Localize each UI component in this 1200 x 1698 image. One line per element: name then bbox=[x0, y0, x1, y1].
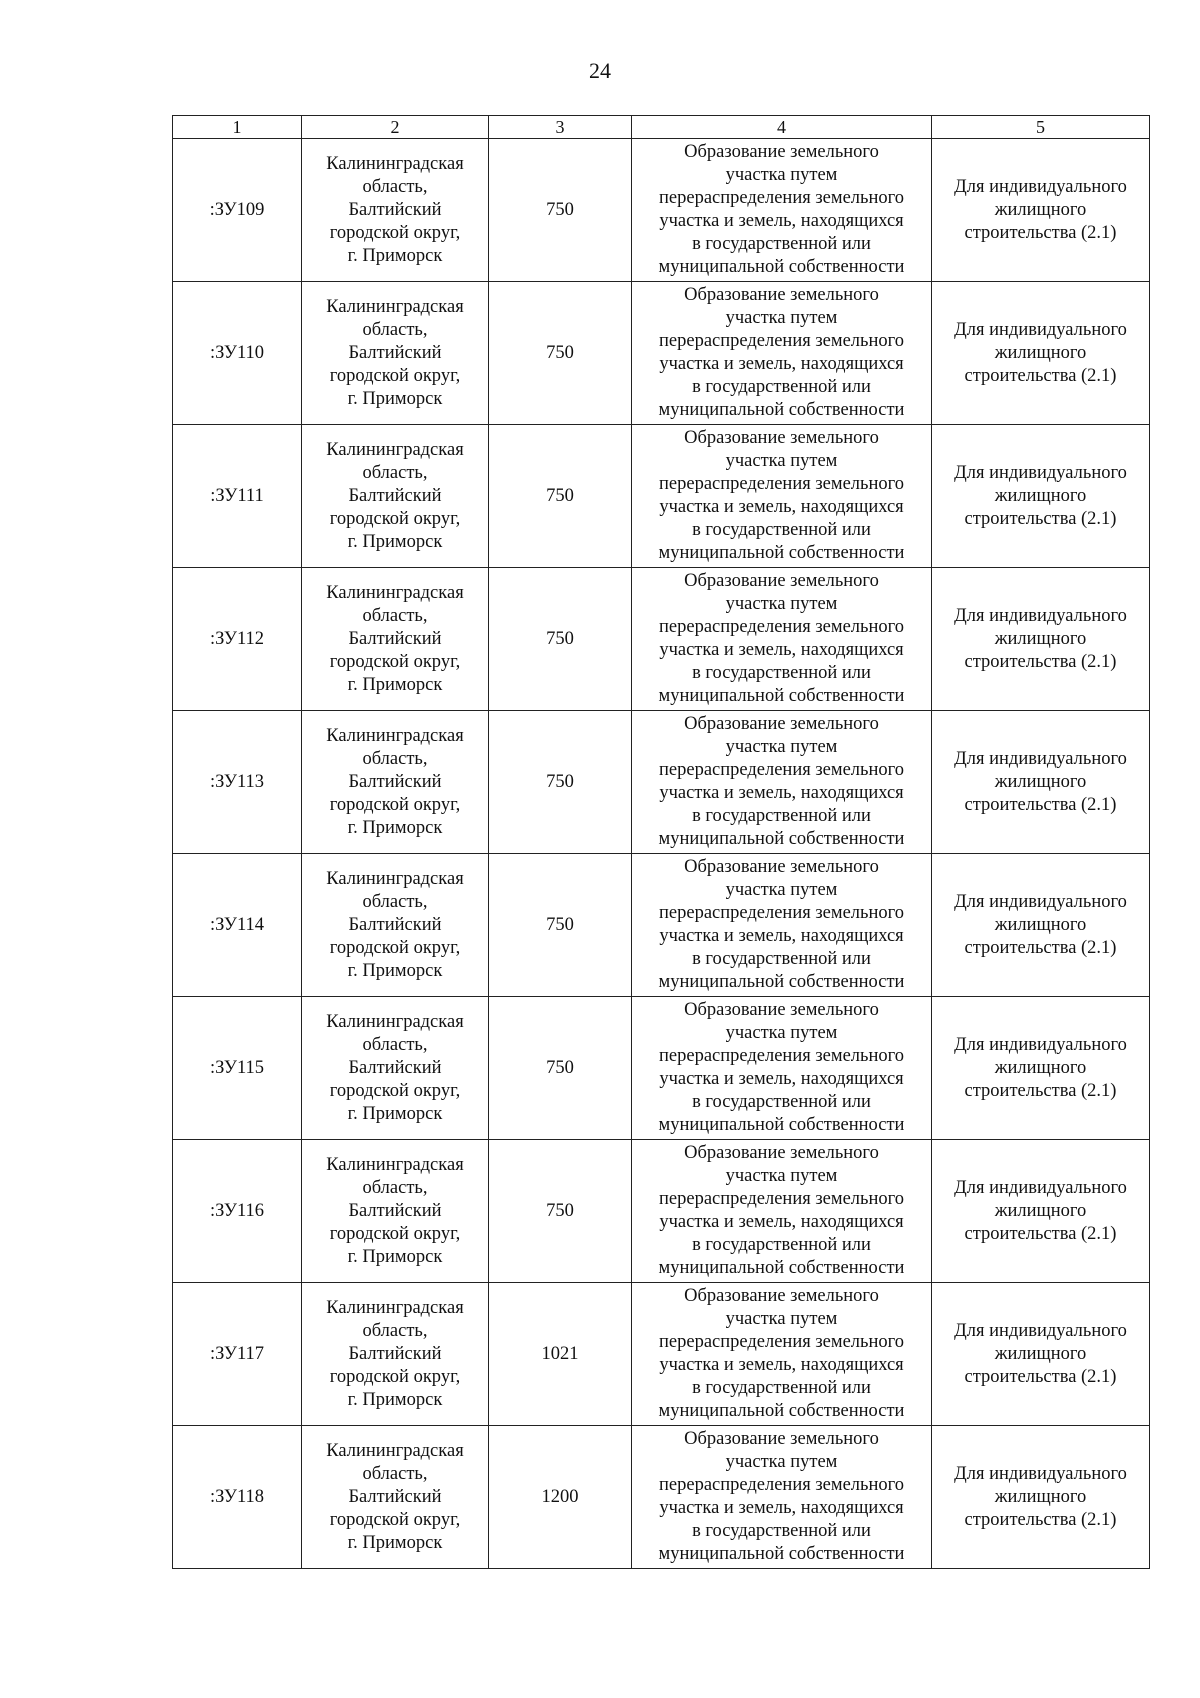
method-cell bbox=[632, 568, 932, 711]
plot-id-cell bbox=[173, 711, 302, 854]
plot-id: :ЗУ111 bbox=[210, 485, 264, 506]
plot-permitted-use: Для индивидуального жилищного строительства (2.1) bbox=[954, 1320, 1127, 1387]
plot-id: :ЗУ113 bbox=[209, 771, 265, 792]
plot-id: :ЗУ117 bbox=[209, 1343, 265, 1364]
plot-area: 1200 bbox=[541, 1486, 579, 1507]
location-cell bbox=[302, 711, 489, 854]
location-cell bbox=[302, 854, 489, 997]
plot-id: :ЗУ116 bbox=[209, 1200, 265, 1221]
plot-formation-method: Образование земельного участка путем перераспределения земельного участка и земель, находящихся в государственной или муниципальной собственности bbox=[658, 1286, 905, 1421]
header-row bbox=[173, 116, 1150, 139]
method-cell bbox=[632, 282, 932, 425]
area-cell bbox=[489, 139, 632, 282]
plot-location: Калининградская область, Балтийский городской округ, г. Приморск bbox=[326, 725, 464, 838]
plot-location: Калининградская область, Балтийский городской округ, г. Приморск bbox=[326, 1297, 464, 1410]
plot-id: :ЗУ110 bbox=[209, 342, 265, 363]
area-cell bbox=[489, 568, 632, 711]
plot-area: 750 bbox=[546, 342, 574, 363]
plot-permitted-use: Для индивидуального жилищного строительства (2.1) bbox=[954, 748, 1127, 815]
area-cell bbox=[489, 425, 632, 568]
table-row bbox=[173, 139, 1150, 282]
plot-area: 750 bbox=[546, 1057, 574, 1078]
method-cell bbox=[632, 711, 932, 854]
plot-formation-method: Образование земельного участка путем перераспределения земельного участка и земель, находящихся в государственной или муниципальной собственности bbox=[658, 857, 905, 992]
plot-id-cell bbox=[173, 997, 302, 1140]
area-cell bbox=[489, 1426, 632, 1569]
area-cell bbox=[489, 711, 632, 854]
location-cell bbox=[302, 1426, 489, 1569]
use-cell bbox=[932, 1426, 1150, 1569]
location-cell bbox=[302, 1140, 489, 1283]
use-cell bbox=[932, 568, 1150, 711]
plot-permitted-use: Для индивидуального жилищного строительства (2.1) bbox=[954, 319, 1127, 386]
location-cell bbox=[302, 139, 489, 282]
location-cell bbox=[302, 425, 489, 568]
plot-area: 1021 bbox=[541, 1343, 579, 1364]
plot-location: Калининградская область, Балтийский городской округ, г. Приморск bbox=[326, 153, 464, 266]
use-cell bbox=[932, 282, 1150, 425]
land-plots-table bbox=[172, 115, 1150, 1569]
column-header-2: 2 bbox=[302, 116, 489, 139]
plot-location: Калининградская область, Балтийский городской округ, г. Приморск bbox=[326, 1154, 464, 1267]
method-cell bbox=[632, 854, 932, 997]
plot-permitted-use: Для индивидуального жилищного строительства (2.1) bbox=[954, 891, 1127, 958]
method-cell bbox=[632, 425, 932, 568]
location-cell bbox=[302, 1283, 489, 1426]
plot-id-cell bbox=[173, 425, 302, 568]
table-row bbox=[173, 282, 1150, 425]
method-cell bbox=[632, 139, 932, 282]
plot-area: 750 bbox=[546, 771, 574, 792]
use-cell bbox=[932, 997, 1150, 1140]
plot-permitted-use: Для индивидуального жилищного строительства (2.1) bbox=[954, 1177, 1127, 1244]
table-row bbox=[173, 568, 1150, 711]
plot-permitted-use: Для индивидуального жилищного строительства (2.1) bbox=[954, 462, 1127, 529]
plot-area: 750 bbox=[546, 628, 574, 649]
plot-id-cell bbox=[173, 1283, 302, 1426]
table-row bbox=[173, 1426, 1150, 1569]
plot-formation-method: Образование земельного участка путем перераспределения земельного участка и земель, находящихся в государственной или муниципальной собственности bbox=[658, 714, 905, 849]
plot-formation-method: Образование земельного участка путем перераспределения земельного участка и земель, находящихся в государственной или муниципальной собственности bbox=[658, 428, 905, 563]
table-row bbox=[173, 997, 1150, 1140]
table-row bbox=[173, 711, 1150, 854]
plot-area: 750 bbox=[546, 914, 574, 935]
plot-permitted-use: Для индивидуального жилищного строительства (2.1) bbox=[954, 1463, 1127, 1530]
plot-location: Калининградская область, Балтийский городской округ, г. Приморск bbox=[326, 439, 464, 552]
method-cell bbox=[632, 1426, 932, 1569]
plot-id-cell bbox=[173, 1140, 302, 1283]
plot-id-cell bbox=[173, 139, 302, 282]
column-header-3: 3 bbox=[489, 116, 632, 139]
plot-formation-method: Образование земельного участка путем перераспределения земельного участка и земель, находящихся в государственной или муниципальной собственности bbox=[658, 1000, 905, 1135]
column-header-4: 4 bbox=[632, 116, 932, 139]
plot-id-cell bbox=[173, 282, 302, 425]
use-cell bbox=[932, 425, 1150, 568]
area-cell bbox=[489, 997, 632, 1140]
plot-id-cell bbox=[173, 568, 302, 711]
table-row bbox=[173, 854, 1150, 997]
table-row bbox=[173, 1140, 1150, 1283]
plot-area: 750 bbox=[546, 1200, 574, 1221]
location-cell bbox=[302, 997, 489, 1140]
method-cell bbox=[632, 1283, 932, 1426]
use-cell bbox=[932, 854, 1150, 997]
plot-permitted-use: Для индивидуального жилищного строительства (2.1) bbox=[954, 605, 1127, 672]
plot-location: Калининградская область, Балтийский городской округ, г. Приморск bbox=[326, 296, 464, 409]
plot-location: Калининградская область, Балтийский городской округ, г. Приморск bbox=[326, 1011, 464, 1124]
column-header-1: 1 bbox=[173, 116, 302, 139]
use-cell bbox=[932, 711, 1150, 854]
method-cell bbox=[632, 997, 932, 1140]
area-cell bbox=[489, 1283, 632, 1426]
plot-id-cell bbox=[173, 1426, 302, 1569]
use-cell bbox=[932, 1140, 1150, 1283]
table-row bbox=[173, 1283, 1150, 1426]
location-cell bbox=[302, 568, 489, 711]
page-number: 24 bbox=[589, 58, 611, 83]
column-header-5: 5 bbox=[932, 116, 1150, 139]
plot-id: :ЗУ114 bbox=[209, 914, 265, 935]
plot-permitted-use: Для индивидуального жилищного строительства (2.1) bbox=[954, 1034, 1127, 1101]
plot-area: 750 bbox=[546, 199, 574, 220]
table-row bbox=[173, 425, 1150, 568]
plot-location: Калининградская область, Балтийский городской округ, г. Приморск bbox=[326, 582, 464, 695]
plot-location: Калининградская область, Балтийский городской округ, г. Приморск bbox=[326, 868, 464, 981]
use-cell bbox=[932, 1283, 1150, 1426]
area-cell bbox=[489, 282, 632, 425]
table-body bbox=[173, 139, 1150, 1569]
area-cell bbox=[489, 854, 632, 997]
plot-id: :ЗУ112 bbox=[209, 628, 265, 649]
use-cell bbox=[932, 139, 1150, 282]
plot-formation-method: Образование земельного участка путем перераспределения земельного участка и земель, находящихся в государственной или муниципальной собственности bbox=[658, 571, 905, 706]
plot-formation-method: Образование земельного участка путем перераспределения земельного участка и земель, находящихся в государственной или муниципальной собственности bbox=[658, 1429, 905, 1564]
method-cell bbox=[632, 1140, 932, 1283]
plot-id: :ЗУ118 bbox=[209, 1486, 265, 1507]
plot-area: 750 bbox=[546, 485, 574, 506]
plot-id: :ЗУ109 bbox=[209, 199, 265, 220]
plot-id: :ЗУ115 bbox=[209, 1057, 265, 1078]
plot-formation-method: Образование земельного участка путем перераспределения земельного участка и земель, находящихся в государственной или муниципальной собственности bbox=[658, 142, 905, 277]
plot-formation-method: Образование земельного участка путем перераспределения земельного участка и земель, находящихся в государственной или муниципальной собственности bbox=[658, 285, 905, 420]
location-cell bbox=[302, 282, 489, 425]
area-cell bbox=[489, 1140, 632, 1283]
plot-permitted-use: Для индивидуального жилищного строительства (2.1) bbox=[954, 176, 1127, 243]
plot-id-cell bbox=[173, 854, 302, 997]
table-header bbox=[173, 116, 1150, 139]
plot-location: Калининградская область, Балтийский городской округ, г. Приморск bbox=[326, 1440, 464, 1553]
plot-formation-method: Образование земельного участка путем перераспределения земельного участка и земель, находящихся в государственной или муниципальной собственности bbox=[658, 1143, 905, 1278]
